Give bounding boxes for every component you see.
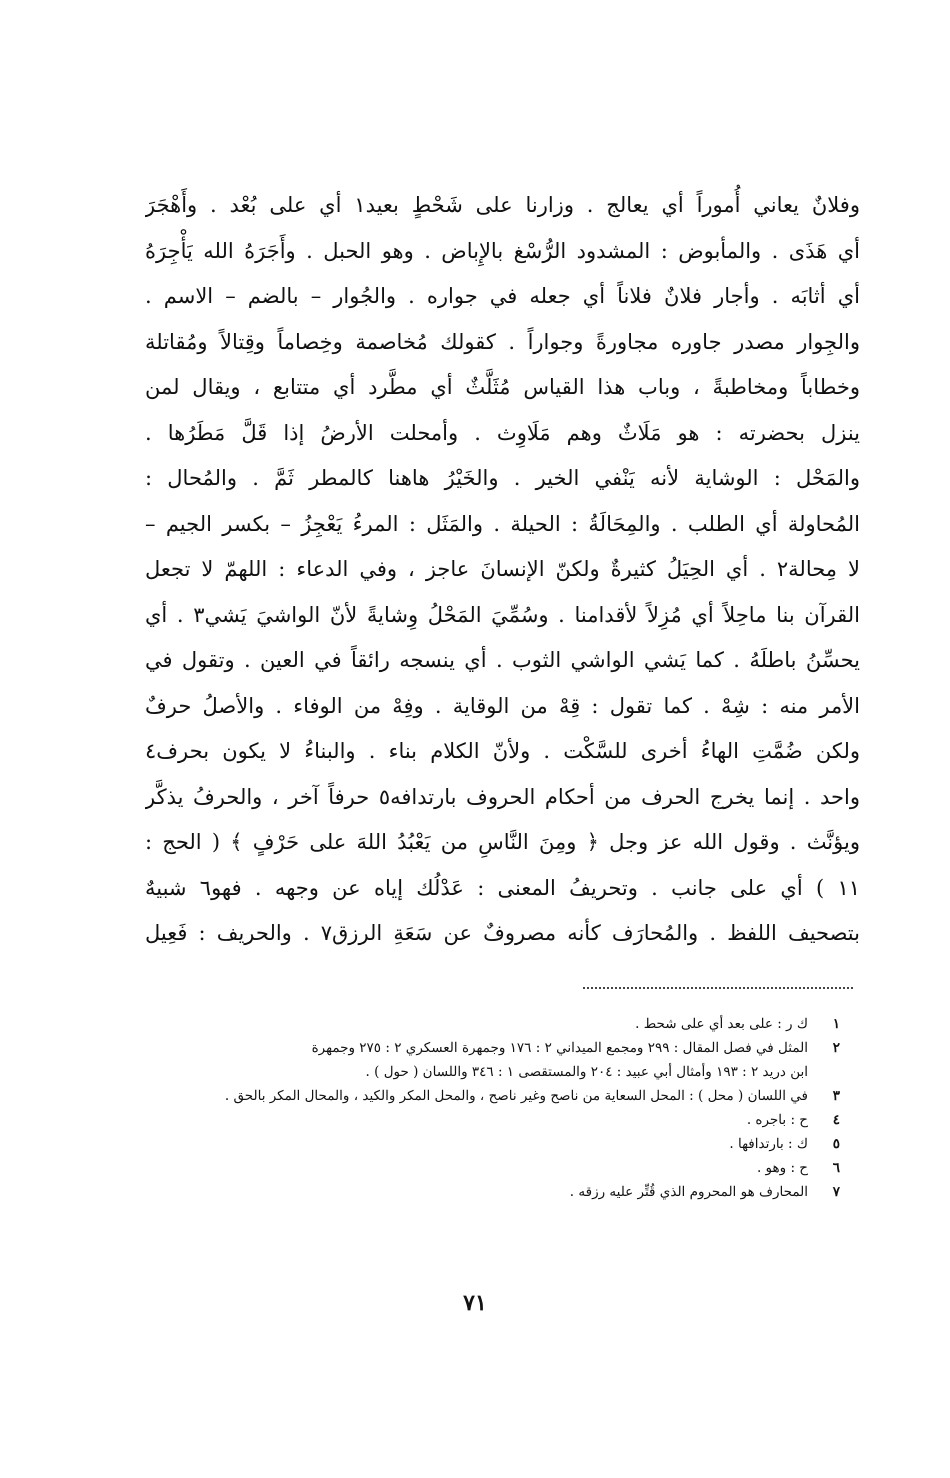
footnote-7 — [180, 1180, 840, 1204]
footnote-2 — [180, 1036, 840, 1060]
footnote-text: في اللسان ( محل ) : المحل السعاية من ناصح وغير ناصح ، والمحل المكر والكيد ، والمحال المكر بالحق . — [224, 1088, 808, 1104]
footnote-1 — [180, 1012, 840, 1036]
main-text — [145, 183, 860, 957]
text-line: ١١ ) أي على جانب . وتحريفُ المعنى : عَدْلُك إياه عن وجهه . فهو٦ شبيهٌ — [145, 875, 860, 900]
footnote-text: ح : باجره . — [746, 1112, 808, 1128]
text-line: وفلانٌ يعاني أُموراً أي يعالج . وزارنا على شَحْطٍ بعيد١ أي على بُعْد . وأَهْجَرَ — [145, 193, 860, 217]
footnote-2-continuation: ابن دريد ٢ : ١٩٣ وأمثال أبي عبيد : ٢٠٤ والمستقصى ١ : ٣٤٦ واللسان ( حول ) . — [365, 1064, 808, 1080]
text-line: والمَحْل : الوشاية لأنه يَنْفي الخير . والخَيْرُ هاهنا كالمطر ثَمَّ . والمُحال : — [145, 466, 860, 490]
footnote-text: المحارف هو المحروم الذي قُتِّر عليه رزقه . — [569, 1184, 808, 1200]
text-line: ويؤنَّث . وقول الله عز وجل ﴿ ومِنَ النَّاسِ من يَعْبُدُ اللهَ على حَرْفٍ ﴾ ( الحج : — [145, 830, 860, 854]
text-line: ولكن ضُمَّتِ الهاءُ أخرى للسَّكْت . ولأنّ الكلام بناء . والبناءُ لا يكون بحرف٤ — [145, 739, 860, 763]
footnote-number: ٦ — [832, 1160, 840, 1176]
footnote-number: ٧ — [832, 1184, 840, 1200]
page-number: ٧١ — [463, 1290, 487, 1316]
text-line: القرآن بنا ماحِلاً أي مُزِلاً لأقدامنا . وسُمِّيَ المَحْلُ وِشايةً لأنّ الواشيَ يَشي٣ . أي — [145, 602, 860, 627]
footnote-number: ٢ — [832, 1040, 840, 1056]
text-line: أي أثابَه . وأجار فلانٌ فلاناً أي جعله في جواره . والجُوار – بالضم – الاسم . — [145, 284, 860, 308]
footnote-separator — [583, 987, 853, 989]
footnote-number: ٣ — [832, 1088, 840, 1104]
text-line: بتصحيف اللفظ . والمُحارَف كأنه مصروفٌ عن سَعَةِ الرزق٧ . والحريف : فَعِيل — [145, 921, 860, 945]
footnote-number: ٤ — [832, 1112, 840, 1128]
footnote-text: المثل في فصل المقال : ٢٩٩ ومجمع الميداني ٢ : ١٧٦ وجمهرة العسكري ٢ : ٢٧٥ وجمهرة — [311, 1040, 808, 1056]
footnote-text: ك : بارتدافها . — [729, 1136, 808, 1152]
text-line: الأمر منه : شِهْ . كما تقول : قِهْ من الوقاية . وفِهْ من الوفاء . والأصلُ حرفٌ — [145, 693, 860, 718]
footnote-number: ١ — [832, 1016, 840, 1032]
text-line: وخطاباً ومخاطبةً ، وباب هذا القياس مُثَلَّثٌ أي مطَّرد أي متتابع ، ويقال لمن — [145, 375, 860, 399]
text-line: يحسِّنُ باطلَهُ . كما يَشي الواشي الثوب . أي ينسجه رائقاً في العين . وتقول في — [145, 648, 860, 672]
text-line: ينزل بحضرته : هو مَلَاثٌ وهم مَلَاوِث . وأمحلت الأرضُ إذا قَلَّ مَطَرُها . — [145, 420, 860, 445]
footnote-number: ٥ — [832, 1136, 840, 1152]
footnote-text: ك ر : على بعد أي على شحط . — [635, 1016, 808, 1032]
text-line: واحد . إنما يخرج الحرف من أحكام الحروف بارتدافه٥ حرفاً آخر ، والحرفُ يذكَّر — [145, 784, 860, 809]
text-line: والجِوار مصدر جاوره مجاورةً وجواراً . كقولك مُخاصمة وخِصاماً وقِتالاً ومُقاتلة — [145, 329, 860, 354]
footnote-5 — [180, 1132, 840, 1156]
footnote-text: ح : وهو . — [756, 1160, 808, 1176]
text-line: أي هَذَى . والمأبوض : المشدود الرُّسْغ بالإِباض . وهو الحبل . وأَجَرَهُ الله يَأْجِرَهُ — [145, 238, 860, 263]
footnote-3 — [180, 1084, 840, 1108]
footnotes — [180, 1012, 840, 1204]
footnote-6 — [180, 1156, 840, 1180]
text-line: المُحاولة أي الطلب . والمِحَالَةُ : الحيلة . والمَثَل : المرءُ يَعْجِزُ – بكسر الجيم – — [145, 511, 860, 536]
footnote-4 — [180, 1108, 840, 1132]
text-line: لا مِحالة٢ . أي الحِيَلُ كثيرةٌ ولكنّ الإنسانَ عاجز ، وفي الدعاء : اللهمّ لا تجعل — [145, 557, 860, 581]
